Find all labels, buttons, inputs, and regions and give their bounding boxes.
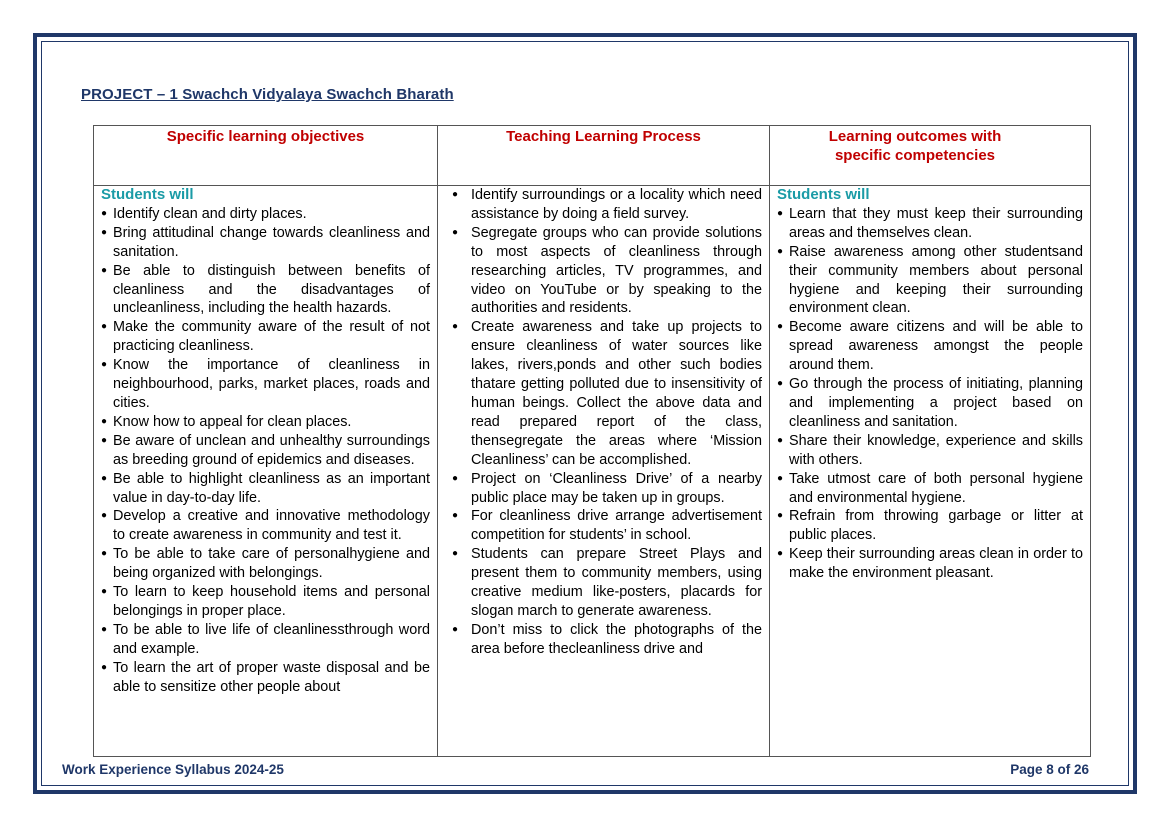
list-item: ● Don’t miss to click the photographs of the area before thecleanliness drive and <box>445 621 762 659</box>
objectives-intro: Students will <box>101 186 194 203</box>
list-item: ● Segregate groups who can provide solutions to most aspects of cleanliness through researching articles, TV programmes, and video on YouTube or by speaking to the authorities and residents. <box>445 224 762 319</box>
footer-syllabus-title: Work Experience Syllabus 2024-25 <box>62 762 284 777</box>
list-item: ● Project on ‘Cleanliness Drive’ of a nearby public place may be taken up in groups. <box>445 470 762 508</box>
list-item: ● Go through the process of initiating, planning and implementing a project based on cleanliness and sanitation. <box>777 375 1083 432</box>
objectives-cell <box>94 186 438 757</box>
list-item: ● Learn that they must keep their surrounding areas and themselves clean. <box>777 205 1083 243</box>
list-item: ● To learn to keep household items and personal belongings in proper place. <box>101 583 430 621</box>
outcomes-intro: Students will <box>777 186 870 203</box>
list-item: ● Become aware citizens and will be able to spread awareness amongst the people around them. <box>777 318 1083 375</box>
table-header-row <box>94 126 1091 186</box>
list-item: ● To learn the art of proper waste disposal and be able to sensitize other people about <box>101 659 430 697</box>
list-item: ● To be able to take care of personalhygiene and being organized with belongings. <box>101 545 430 583</box>
project-title: PROJECT – 1 Swachch Vidyalaya Swachch Bharath <box>81 86 454 103</box>
syllabus-table <box>93 125 1091 757</box>
list-item: ● Be able to highlight cleanliness as an important value in day-to-day life. <box>101 470 430 508</box>
list-item: ● Develop a creative and innovative methodology to create awareness in community and test it. <box>101 507 430 545</box>
list-item: ● Be aware of unclean and unhealthy surroundings as breeding ground of epidemics and diseases. <box>101 432 430 470</box>
list-item: ● Take utmost care of both personal hygiene and environmental hygiene. <box>777 470 1083 508</box>
header-objectives: Specific learning objectives <box>94 126 438 186</box>
list-item: ● Know how to appeal for clean places. <box>101 413 430 432</box>
table-body-row <box>94 186 1091 757</box>
list-item: ● To be able to live life of cleanlinessthrough word and example. <box>101 621 430 659</box>
outcomes-cell <box>770 186 1091 757</box>
list-item: ● Know the importance of cleanliness in neighbourhood, parks, market places, roads and cities. <box>101 356 430 413</box>
footer-page-number: Page 8 of 26 <box>1010 762 1089 777</box>
process-list <box>445 186 762 659</box>
header-outcomes: Learning outcomes with specific competencies <box>770 126 1091 186</box>
header-process: Teaching Learning Process <box>438 126 770 186</box>
list-item: ● Share their knowledge, experience and skills with others. <box>777 432 1083 470</box>
list-item: ● Create awareness and take up projects to ensure cleanliness of water sources like lakes, rivers,ponds and other such bodies thatare getting polluted due to insensitivity of human beings. Collect the above data and read prepared report of the class, thensegregate the areas where ‘Mission Cleanliness’ can be accomplished. <box>445 318 762 469</box>
list-item: ● Bring attitudinal change towards cleanliness and sanitation. <box>101 224 430 262</box>
outcomes-list <box>777 205 1083 583</box>
list-item: ● For cleanliness drive arrange advertisement competition for students’ in school. <box>445 507 762 545</box>
list-item: ● Identify surroundings or a locality which need assistance by doing a field survey. <box>445 186 762 224</box>
list-item: ● Identify clean and dirty places. <box>101 205 430 224</box>
list-item: ● Be able to distinguish between benefits of cleanliness and the disadvantages of uncleanliness, including the health hazards. <box>101 262 430 319</box>
list-item: ● Students can prepare Street Plays and present them to community members, using creative medium like-posters, placards for slogan march to generate awareness. <box>445 545 762 621</box>
process-cell <box>438 186 770 757</box>
list-item: ● Raise awareness among other studentsand their community members about personal hygiene and keeping their surrounding environment clean. <box>777 243 1083 319</box>
objectives-list <box>101 205 430 697</box>
list-item: ● Keep their surrounding areas clean in order to make the environment pleasant. <box>777 545 1083 583</box>
list-item: ● Refrain from throwing garbage or litter at public places. <box>777 507 1083 545</box>
list-item: ● Make the community aware of the result of not practicing cleanliness. <box>101 318 430 356</box>
